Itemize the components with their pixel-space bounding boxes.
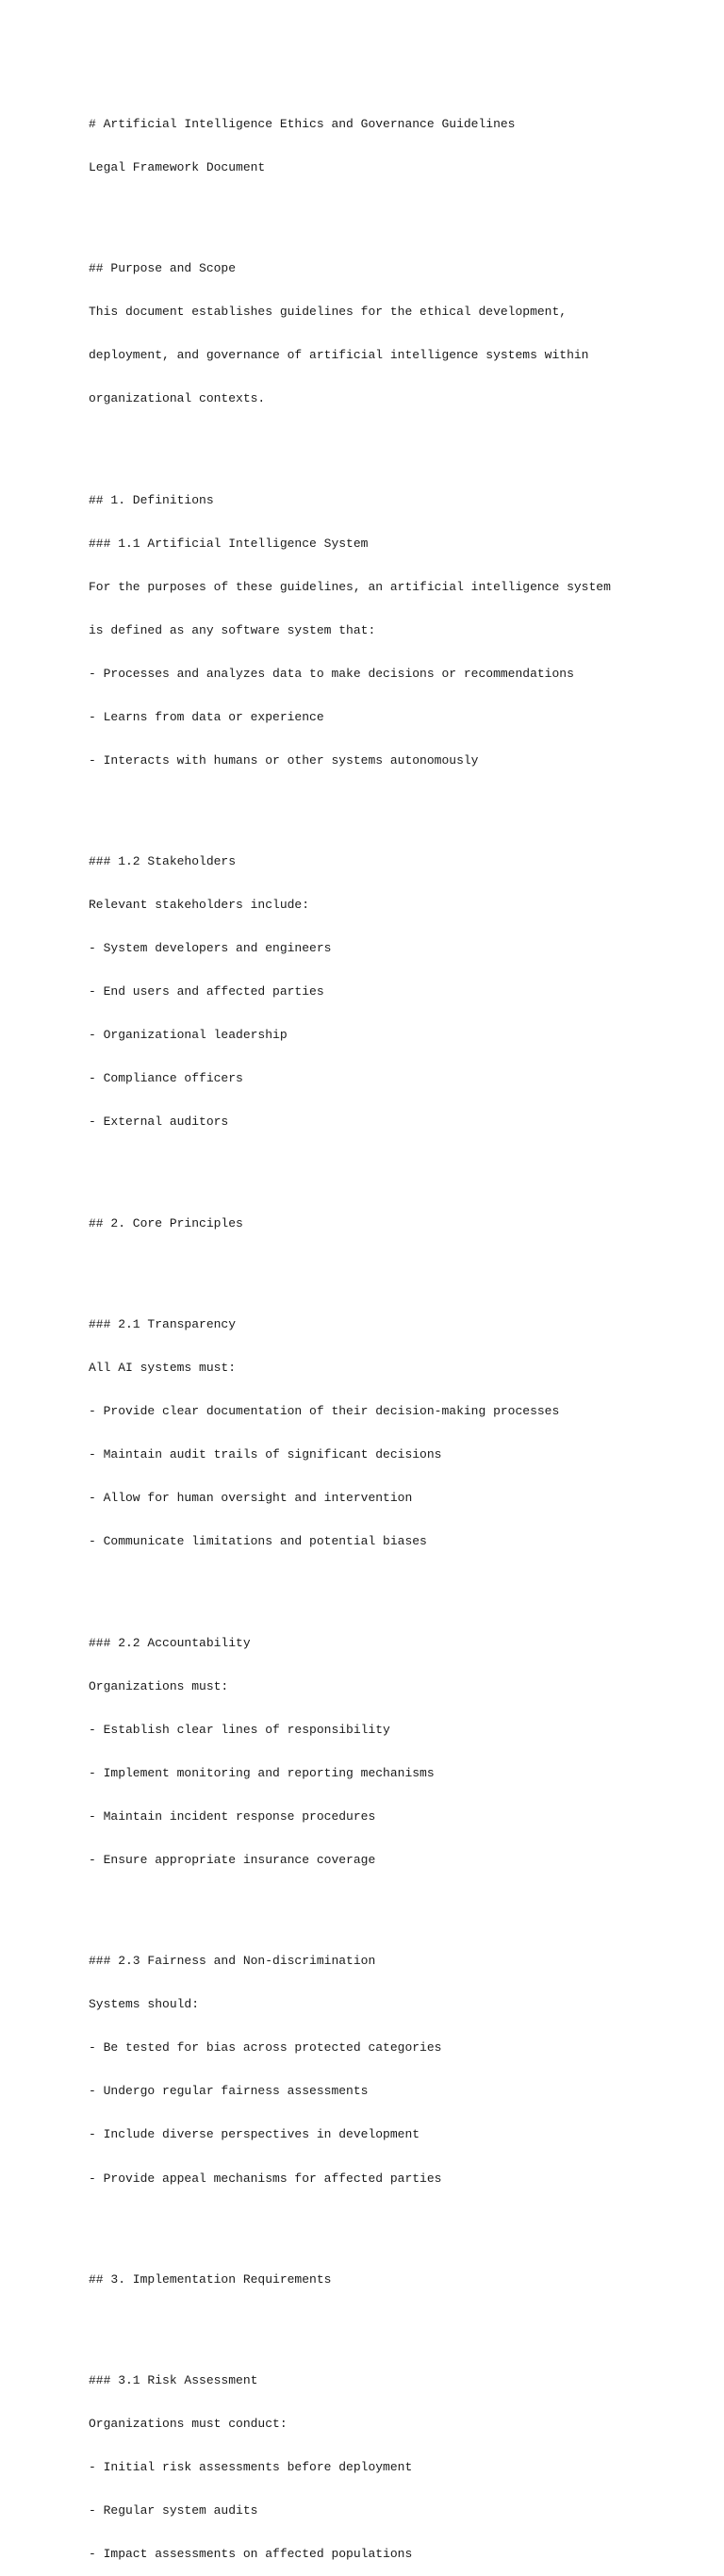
accountability-heading: ### 2.2 Accountability [89, 1635, 251, 1650]
list-item: - Initial risk assessments before deployment [89, 2460, 413, 2475]
list-item: - Regular system audits [89, 2503, 258, 2518]
purpose-line: organizational contexts. [89, 391, 266, 406]
fairness-heading: ### 2.3 Fairness and Non-discrimination [89, 1954, 376, 1969]
principles-heading: ## 2. Core Principles [89, 1215, 243, 1230]
spacer [89, 797, 692, 811]
purpose-heading: ## Purpose and Scope [89, 261, 237, 276]
accountability-intro: Organizations must: [89, 1678, 229, 1693]
list-item: - Implement monitoring and reporting mechanisms [89, 1765, 435, 1780]
list-item: - End users and affected parties [89, 984, 324, 999]
purpose-line: deployment, and governance of artificial intelligence systems within [89, 348, 589, 363]
spacer [89, 204, 692, 218]
spacer [89, 1896, 692, 1910]
stakeholders-intro: Relevant stakeholders include: [89, 898, 310, 913]
stakeholders-heading: ### 1.2 Stakeholders [89, 854, 237, 869]
list-item: - System developers and engineers [89, 941, 332, 956]
list-item: - Interacts with humans or other systems autonomously [89, 752, 479, 768]
spacer [89, 2316, 692, 2330]
definitions-heading: ## 1. Definitions [89, 492, 214, 507]
spacer [89, 2215, 692, 2229]
implementation-heading: ## 3. Implementation Requirements [89, 2271, 332, 2287]
risk-intro: Organizations must conduct: [89, 2417, 288, 2432]
list-item: - Communicate limitations and potential biases [89, 1534, 427, 1549]
document-title: # Artificial Intelligence Ethics and Governance Guidelines [89, 116, 516, 131]
purpose-line: This document establishes guidelines for the ethical development, [89, 305, 568, 320]
document-page [89, 88, 692, 2576]
list-item: - Be tested for bias across protected categories [89, 2040, 442, 2056]
list-item: - Allow for human oversight and intervention [89, 1491, 413, 1506]
spacer [89, 435, 692, 449]
list-item: - Establish clear lines of responsibility [89, 1722, 390, 1737]
fairness-intro: Systems should: [89, 1997, 200, 2012]
spacer [89, 1260, 692, 1274]
list-item: - Impact assessments on affected populations [89, 2547, 413, 2562]
risk-heading: ### 3.1 Risk Assessment [89, 2373, 258, 2388]
ai-system-line: is defined as any software system that: [89, 622, 376, 637]
list-item: - External auditors [89, 1115, 229, 1130]
ai-system-line: For the purposes of these guidelines, an artificial intelligence system [89, 579, 611, 594]
transparency-intro: All AI systems must: [89, 1361, 237, 1376]
spacer [89, 1158, 692, 1172]
list-item: - Ensure appropriate insurance coverage [89, 1852, 376, 1867]
list-item: - Processes and analyzes data to make decisions or recommendations [89, 666, 574, 681]
list-item: - Organizational leadership [89, 1028, 288, 1043]
transparency-heading: ### 2.1 Transparency [89, 1317, 237, 1332]
ai-system-heading: ### 1.1 Artificial Intelligence System [89, 536, 369, 551]
document-subtitle: Legal Framework Document [89, 159, 266, 174]
spacer [89, 1577, 692, 1592]
list-item: - Undergo regular fairness assessments [89, 2084, 369, 2099]
list-item: - Learns from data or experience [89, 709, 324, 724]
list-item: - Include diverse perspectives in development [89, 2127, 420, 2142]
list-item: - Provide clear documentation of their decision-making processes [89, 1404, 560, 1419]
list-item: - Maintain incident response procedures [89, 1808, 376, 1824]
list-item: - Compliance officers [89, 1071, 243, 1086]
list-item: - Maintain audit trails of significant decisions [89, 1447, 442, 1462]
list-item: - Provide appeal mechanisms for affected parties [89, 2171, 442, 2186]
